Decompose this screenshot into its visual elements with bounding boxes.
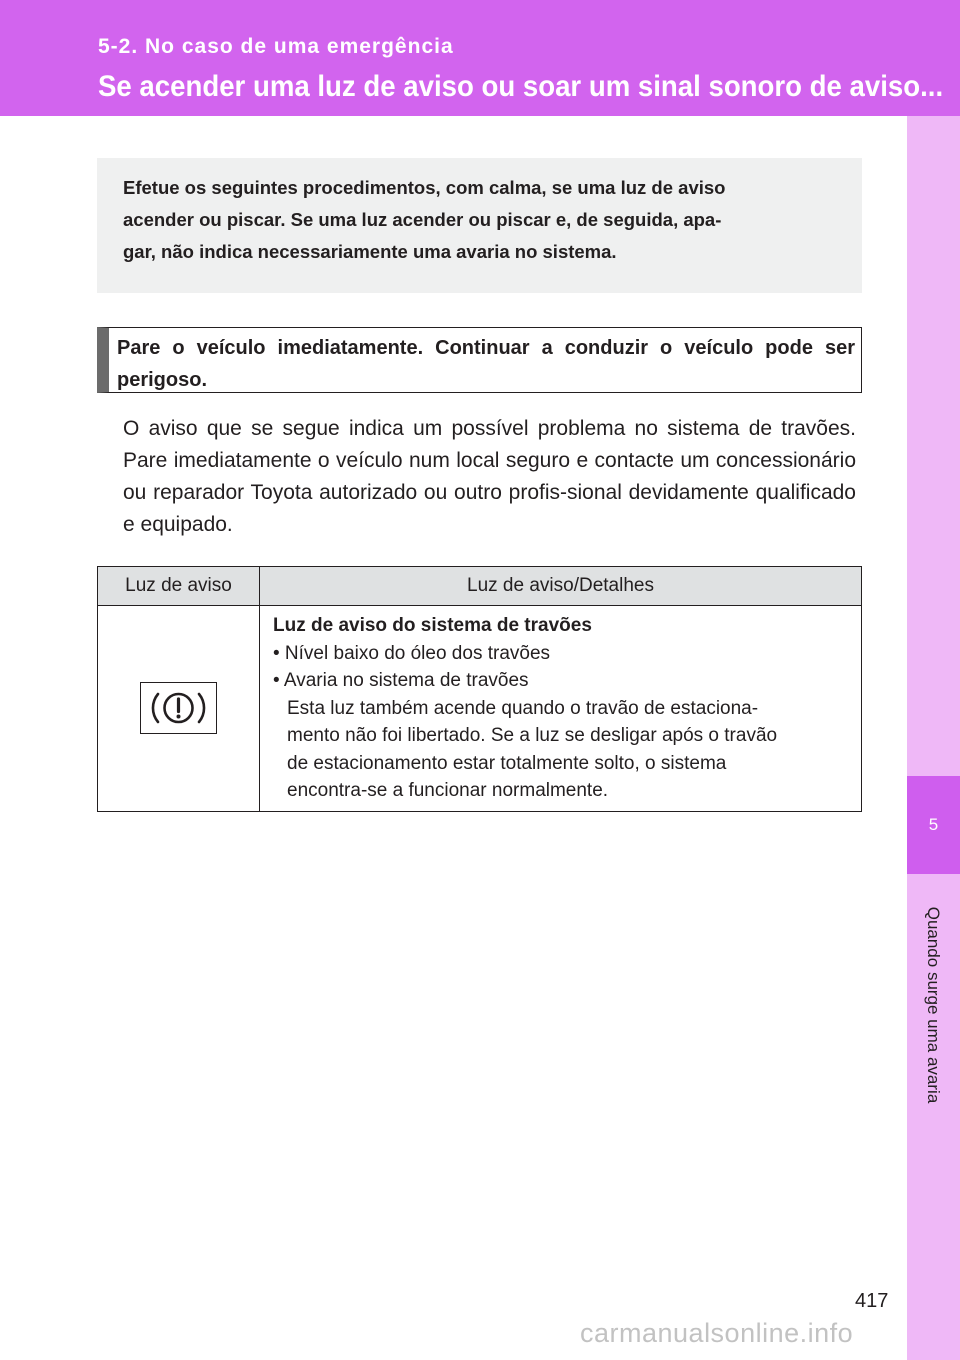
- caution-box: [97, 327, 862, 393]
- caution-text: Pare o veículo imediatamente. Continuar a conduzir o veículo pode ser perigoso.: [117, 337, 855, 391]
- detail-bullet: • Nível baixo do óleo dos travões: [273, 642, 551, 664]
- chapter-number-tab[interactable]: [907, 776, 960, 874]
- warning-details-cell: [260, 606, 862, 812]
- page-number: 417: [855, 1290, 889, 1312]
- intro-box: [97, 158, 862, 293]
- warning-light-table: [97, 566, 862, 812]
- column-header-warning-light: Luz de aviso: [98, 567, 260, 606]
- watermark: carmanualsonline.info: [580, 1318, 854, 1348]
- chapter-title: Quando surge uma avaria: [924, 906, 943, 1104]
- page-title: Se acender uma luz de aviso ou soar um sinal sonoro de aviso...: [98, 70, 944, 103]
- side-tab: [907, 116, 960, 1360]
- chapter-number: 5: [928, 815, 939, 834]
- column-header-details: Luz de aviso/Detalhes: [260, 567, 862, 606]
- table-row: [98, 606, 862, 812]
- detail-note-line: mento não foi libertado. Se a luz se desligar após o travão: [287, 725, 778, 746]
- intro-line: acender ou piscar. Se uma luz acender ou piscar e, de seguida, apa-: [123, 209, 722, 230]
- detail-note-line: Esta luz também acende quando o travão de estaciona-: [287, 697, 759, 719]
- brake-system-warning-icon: [140, 682, 217, 734]
- body-paragraph: O aviso que se segue indica um possível problema no sistema de travões. Pare imediatamente o veículo num local seguro e contacte um concessionário ou reparador Toyota autorizado ou outro profis-sional devidamente qualificado e equipado.: [123, 417, 856, 536]
- detail-note-line: encontra-se a funcionar normalmente.: [287, 780, 609, 801]
- intro-line: Efetue os seguintes procedimentos, com calma, se uma luz de aviso: [123, 177, 726, 198]
- table-header-row: [98, 567, 862, 606]
- detail-note: [273, 695, 849, 805]
- detail-bullet: • Avaria no sistema de travões: [273, 670, 529, 691]
- detail-note-line: de estacionamento estar totalmente solto, o sistema: [287, 752, 727, 774]
- intro-line: gar, não indica necessariamente uma avaria no sistema.: [123, 241, 617, 262]
- warning-light-title: Luz de aviso do sistema de travões: [273, 615, 592, 636]
- section-label: 5-2. No caso de uma emergência: [98, 35, 454, 58]
- warning-light-cell: [98, 606, 260, 812]
